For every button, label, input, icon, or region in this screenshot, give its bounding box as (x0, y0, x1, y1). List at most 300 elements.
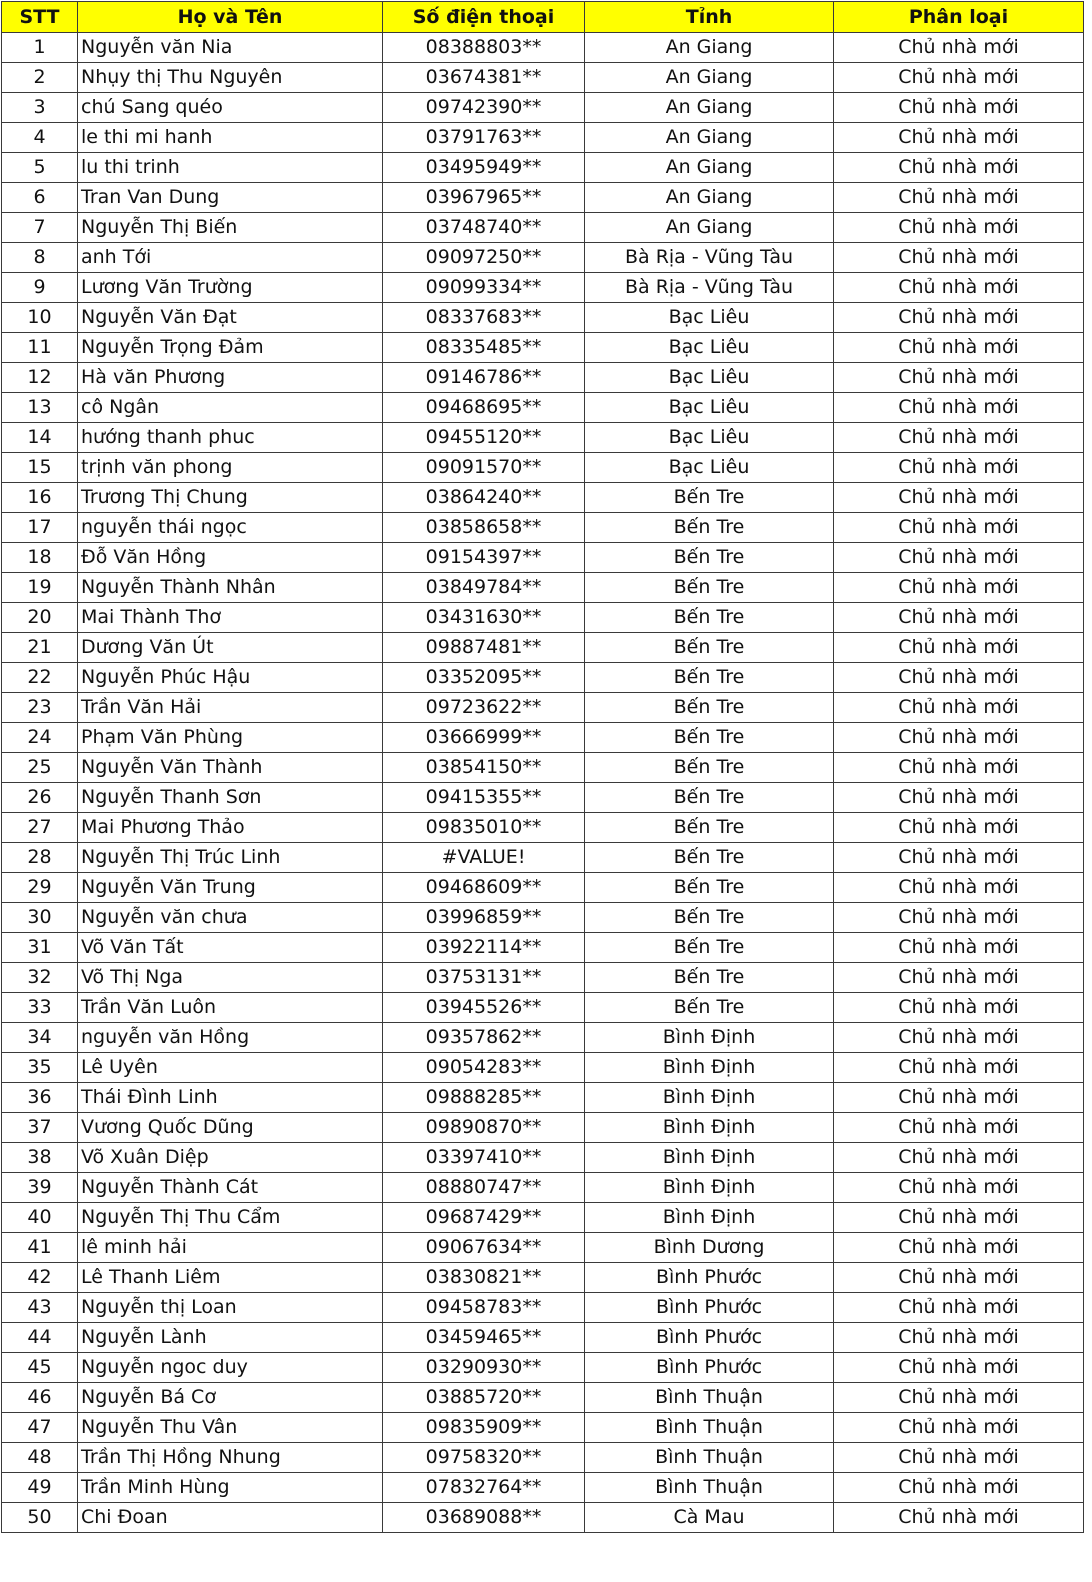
header-row (2, 2, 1084, 33)
cell-province[interactable]: Bà Rịa - Vũng Tàu (585, 243, 834, 273)
cell-province[interactable]: Bình Dương (585, 1233, 834, 1263)
table-row (2, 33, 1084, 63)
cell-full-name[interactable]: Nguyễn Thành Nhân (78, 573, 383, 603)
cell-province[interactable]: Bến Tre (585, 843, 834, 873)
cell-phone[interactable]: 08880747** (383, 1173, 585, 1203)
cell-full-name[interactable]: Nguyễn văn chưa (78, 903, 383, 933)
cell-full-name[interactable]: Trần Văn Hải (78, 693, 383, 723)
cell-province[interactable]: Bến Tre (585, 873, 834, 903)
cell-full-name[interactable]: chú Sang quéo (78, 93, 383, 123)
cell-full-name[interactable]: Thái Đình Linh (78, 1083, 383, 1113)
cell-province[interactable]: Bình Định (585, 1083, 834, 1113)
table-row (2, 753, 1084, 783)
cell-stt[interactable]: 6 (2, 183, 78, 213)
cell-phone[interactable]: 03996859** (383, 903, 585, 933)
cell-category[interactable]: Chủ nhà mới (834, 63, 1084, 93)
cell-phone[interactable]: 09758320** (383, 1443, 585, 1473)
cell-stt[interactable]: 40 (2, 1203, 78, 1233)
cell-stt[interactable]: 49 (2, 1473, 78, 1503)
cell-stt[interactable]: 27 (2, 813, 78, 843)
cell-category[interactable]: Chủ nhà mới (834, 1023, 1084, 1053)
cell-province[interactable]: An Giang (585, 153, 834, 183)
cell-full-name[interactable]: Nguyễn văn Nia (78, 33, 383, 63)
cell-province[interactable]: Bến Tre (585, 573, 834, 603)
cell-category[interactable]: Chủ nhà mới (834, 1323, 1084, 1353)
cell-full-name[interactable]: le thi mi hanh (78, 123, 383, 153)
cell-category[interactable]: Chủ nhà mới (834, 903, 1084, 933)
table-row (2, 63, 1084, 93)
cell-full-name[interactable]: lu thi trinh (78, 153, 383, 183)
cell-phone[interactable]: 07832764** (383, 1473, 585, 1503)
table-row (2, 843, 1084, 873)
cell-category[interactable]: Chủ nhà mới (834, 573, 1084, 603)
cell-province[interactable]: Bến Tre (585, 753, 834, 783)
cell-province[interactable]: Bến Tre (585, 543, 834, 573)
cell-stt[interactable]: 11 (2, 333, 78, 363)
header-province[interactable]: Tỉnh (585, 2, 834, 33)
cell-province[interactable]: Bến Tre (585, 723, 834, 753)
cell-full-name[interactable]: Hà văn Phương (78, 363, 383, 393)
cell-full-name[interactable]: Nguyễn Trọng Đảm (78, 333, 383, 363)
cell-province[interactable]: Bạc Liêu (585, 363, 834, 393)
cell-phone[interactable]: 03459465** (383, 1323, 585, 1353)
cell-full-name[interactable]: Nguyễn Lành (78, 1323, 383, 1353)
cell-phone[interactable]: 09468695** (383, 393, 585, 423)
cell-province[interactable]: An Giang (585, 213, 834, 243)
cell-category[interactable]: Chủ nhà mới (834, 513, 1084, 543)
cell-phone[interactable]: 09742390** (383, 93, 585, 123)
cell-stt[interactable]: 23 (2, 693, 78, 723)
cell-category[interactable]: Chủ nhà mới (834, 633, 1084, 663)
cell-category[interactable]: Chủ nhà mới (834, 1113, 1084, 1143)
cell-province[interactable]: Bình Thuận (585, 1473, 834, 1503)
cell-stt[interactable]: 26 (2, 783, 78, 813)
cell-stt[interactable]: 8 (2, 243, 78, 273)
cell-full-name[interactable]: Dương Văn Út (78, 633, 383, 663)
cell-full-name[interactable]: Phạm Văn Phùng (78, 723, 383, 753)
cell-full-name[interactable]: Nguyễn Thị Thu Cẩm (78, 1203, 383, 1233)
customer-table (1, 1, 1084, 1533)
cell-full-name[interactable]: lê minh hải (78, 1233, 383, 1263)
cell-full-name[interactable]: Nguyễn Thị Trúc Linh (78, 843, 383, 873)
cell-province[interactable]: Bạc Liêu (585, 333, 834, 363)
cell-category[interactable]: Chủ nhà mới (834, 393, 1084, 423)
cell-stt[interactable]: 2 (2, 63, 78, 93)
cell-phone[interactable]: 08337683** (383, 303, 585, 333)
cell-phone[interactable]: 03689088** (383, 1503, 585, 1533)
cell-province[interactable]: Bến Tre (585, 693, 834, 723)
cell-category[interactable]: Chủ nhà mới (834, 333, 1084, 363)
cell-category[interactable]: Chủ nhà mới (834, 1293, 1084, 1323)
cell-province[interactable]: Bình Định (585, 1143, 834, 1173)
cell-phone[interactable]: 03922114** (383, 933, 585, 963)
table-row (2, 693, 1084, 723)
cell-phone[interactable]: 03791763** (383, 123, 585, 153)
cell-category[interactable]: Chủ nhà mới (834, 453, 1084, 483)
table-row (2, 453, 1084, 483)
cell-stt[interactable]: 34 (2, 1023, 78, 1053)
table-row (2, 1323, 1084, 1353)
cell-phone[interactable]: 09835909** (383, 1413, 585, 1443)
cell-category[interactable]: Chủ nhà mới (834, 123, 1084, 153)
table-row (2, 1233, 1084, 1263)
cell-category[interactable]: Chủ nhà mới (834, 213, 1084, 243)
cell-phone[interactable]: 03290930** (383, 1353, 585, 1383)
cell-full-name[interactable]: Lương Văn Trường (78, 273, 383, 303)
cell-category[interactable]: Chủ nhà mới (834, 1263, 1084, 1293)
cell-province[interactable]: An Giang (585, 93, 834, 123)
cell-province[interactable]: Bến Tre (585, 993, 834, 1023)
cell-phone[interactable]: 09091570** (383, 453, 585, 483)
cell-province[interactable]: Bình Định (585, 1203, 834, 1233)
cell-category[interactable]: Chủ nhà mới (834, 1203, 1084, 1233)
cell-category[interactable]: Chủ nhà mới (834, 663, 1084, 693)
cell-stt[interactable]: 4 (2, 123, 78, 153)
cell-category[interactable]: Chủ nhà mới (834, 723, 1084, 753)
cell-province[interactable]: Bạc Liêu (585, 393, 834, 423)
cell-province[interactable]: Bình Định (585, 1113, 834, 1143)
cell-phone[interactable]: 09890870** (383, 1113, 585, 1143)
cell-stt[interactable]: 45 (2, 1353, 78, 1383)
table-row (2, 723, 1084, 753)
table-row (2, 933, 1084, 963)
cell-full-name[interactable]: nguyễn văn Hồng (78, 1023, 383, 1053)
cell-province[interactable]: Bến Tre (585, 513, 834, 543)
table-row (2, 213, 1084, 243)
cell-province[interactable]: Bạc Liêu (585, 423, 834, 453)
cell-stt[interactable]: 46 (2, 1383, 78, 1413)
table-row (2, 1173, 1084, 1203)
table-row (2, 1413, 1084, 1443)
cell-stt[interactable]: 41 (2, 1233, 78, 1263)
table-row (2, 1263, 1084, 1293)
table-row (2, 543, 1084, 573)
table-row (2, 813, 1084, 843)
cell-stt[interactable]: 48 (2, 1443, 78, 1473)
cell-phone[interactable]: 03495949** (383, 153, 585, 183)
cell-phone[interactable]: 03753131** (383, 963, 585, 993)
cell-phone[interactable]: 09723622** (383, 693, 585, 723)
cell-stt[interactable]: 24 (2, 723, 78, 753)
cell-full-name[interactable]: Mai Phương Thảo (78, 813, 383, 843)
table-row (2, 303, 1084, 333)
cell-full-name[interactable]: Mai Thành Thơ (78, 603, 383, 633)
cell-phone[interactable]: 09835010** (383, 813, 585, 843)
cell-province[interactable]: An Giang (585, 63, 834, 93)
cell-phone[interactable]: 09154397** (383, 543, 585, 573)
cell-phone[interactable]: 03352095** (383, 663, 585, 693)
table-row (2, 1083, 1084, 1113)
cell-phone[interactable]: 09468609** (383, 873, 585, 903)
cell-category[interactable]: Chủ nhà mới (834, 273, 1084, 303)
table-row (2, 963, 1084, 993)
cell-phone[interactable]: 09054283** (383, 1053, 585, 1083)
cell-province[interactable]: Bạc Liêu (585, 453, 834, 483)
cell-stt[interactable]: 30 (2, 903, 78, 933)
cell-full-name[interactable]: Nguyễn Bá Cơ (78, 1383, 383, 1413)
cell-phone[interactable]: 03830821** (383, 1263, 585, 1293)
table-row (2, 513, 1084, 543)
cell-phone[interactable]: 09415355** (383, 783, 585, 813)
cell-stt[interactable]: 35 (2, 1053, 78, 1083)
cell-phone[interactable]: #VALUE! (383, 843, 585, 873)
cell-stt[interactable]: 14 (2, 423, 78, 453)
cell-category[interactable]: Chủ nhà mới (834, 363, 1084, 393)
cell-stt[interactable]: 18 (2, 543, 78, 573)
cell-category[interactable]: Chủ nhà mới (834, 1083, 1084, 1113)
cell-full-name[interactable]: Nhụy thị Thu Nguyên (78, 63, 383, 93)
cell-full-name[interactable]: Nguyễn Thu Vân (78, 1413, 383, 1443)
cell-stt[interactable]: 43 (2, 1293, 78, 1323)
cell-full-name[interactable]: Trương Thị Chung (78, 483, 383, 513)
cell-stt[interactable]: 9 (2, 273, 78, 303)
cell-full-name[interactable]: trịnh văn phong (78, 453, 383, 483)
cell-category[interactable]: Chủ nhà mới (834, 153, 1084, 183)
cell-full-name[interactable]: Đỗ Văn Hồng (78, 543, 383, 573)
cell-phone[interactable]: 08335485** (383, 333, 585, 363)
cell-stt[interactable]: 44 (2, 1323, 78, 1353)
cell-full-name[interactable]: Nguyễn Thành Cát (78, 1173, 383, 1203)
cell-full-name[interactable]: cô Ngân (78, 393, 383, 423)
cell-phone[interactable]: 03666999** (383, 723, 585, 753)
cell-province[interactable]: An Giang (585, 183, 834, 213)
cell-full-name[interactable]: Võ Thị Nga (78, 963, 383, 993)
cell-category[interactable]: Chủ nhà mới (834, 1473, 1084, 1503)
cell-phone[interactable]: 09067634** (383, 1233, 585, 1263)
cell-category[interactable]: Chủ nhà mới (834, 1443, 1084, 1473)
cell-stt[interactable]: 36 (2, 1083, 78, 1113)
cell-category[interactable]: Chủ nhà mới (834, 693, 1084, 723)
cell-stt[interactable]: 20 (2, 603, 78, 633)
cell-province[interactable]: Bến Tre (585, 783, 834, 813)
cell-phone[interactable]: 03748740** (383, 213, 585, 243)
table-row (2, 1503, 1084, 1533)
cell-full-name[interactable]: Võ Xuân Diệp (78, 1143, 383, 1173)
cell-phone[interactable]: 03854150** (383, 753, 585, 783)
cell-phone[interactable]: 09887481** (383, 633, 585, 663)
cell-stt[interactable]: 13 (2, 393, 78, 423)
cell-category[interactable]: Chủ nhà mới (834, 1143, 1084, 1173)
table-row (2, 783, 1084, 813)
cell-category[interactable]: Chủ nhà mới (834, 93, 1084, 123)
cell-stt[interactable]: 19 (2, 573, 78, 603)
cell-full-name[interactable]: Võ Văn Tất (78, 933, 383, 963)
table-row (2, 153, 1084, 183)
cell-stt[interactable]: 29 (2, 873, 78, 903)
cell-province[interactable]: Bình Phước (585, 1353, 834, 1383)
cell-category[interactable]: Chủ nhà mới (834, 1413, 1084, 1443)
table-row (2, 603, 1084, 633)
table-row (2, 633, 1084, 663)
table-row (2, 1023, 1084, 1053)
cell-stt[interactable]: 47 (2, 1413, 78, 1443)
cell-phone[interactable]: 03674381** (383, 63, 585, 93)
cell-full-name[interactable]: Trần Thị Hồng Nhung (78, 1443, 383, 1473)
cell-province[interactable]: An Giang (585, 33, 834, 63)
cell-phone[interactable]: 03858658** (383, 513, 585, 543)
cell-category[interactable]: Chủ nhà mới (834, 873, 1084, 903)
cell-full-name[interactable]: Trần Minh Hùng (78, 1473, 383, 1503)
cell-category[interactable]: Chủ nhà mới (834, 603, 1084, 633)
cell-province[interactable]: Bình Phước (585, 1263, 834, 1293)
cell-province[interactable]: Bến Tre (585, 963, 834, 993)
cell-province[interactable]: Bến Tre (585, 933, 834, 963)
cell-category[interactable]: Chủ nhà mới (834, 933, 1084, 963)
cell-phone[interactable]: 09099334** (383, 273, 585, 303)
table-body (2, 33, 1084, 1533)
table-row (2, 1383, 1084, 1413)
cell-category[interactable]: Chủ nhà mới (834, 483, 1084, 513)
cell-category[interactable]: Chủ nhà mới (834, 963, 1084, 993)
cell-stt[interactable]: 39 (2, 1173, 78, 1203)
cell-full-name[interactable]: Lê Uyên (78, 1053, 383, 1083)
cell-stt[interactable]: 31 (2, 933, 78, 963)
cell-stt[interactable]: 38 (2, 1143, 78, 1173)
cell-province[interactable]: Bà Rịa - Vũng Tàu (585, 273, 834, 303)
cell-province[interactable]: Bến Tre (585, 663, 834, 693)
cell-phone[interactable]: 03431630** (383, 603, 585, 633)
cell-province[interactable]: Bến Tre (585, 813, 834, 843)
header-stt[interactable]: STT (2, 2, 78, 33)
cell-stt[interactable]: 50 (2, 1503, 78, 1533)
cell-full-name[interactable]: nguyễn thái ngọc (78, 513, 383, 543)
cell-full-name[interactable]: Lê Thanh Liêm (78, 1263, 383, 1293)
cell-full-name[interactable]: Nguyễn ngoc duy (78, 1353, 383, 1383)
cell-province[interactable]: Bình Phước (585, 1323, 834, 1353)
table-row (2, 1113, 1084, 1143)
cell-full-name[interactable]: Nguyễn Thanh Sơn (78, 783, 383, 813)
cell-stt[interactable]: 42 (2, 1263, 78, 1293)
cell-province[interactable]: Bình Thuận (585, 1383, 834, 1413)
cell-category[interactable]: Chủ nhà mới (834, 1503, 1084, 1533)
cell-province[interactable]: Bến Tre (585, 903, 834, 933)
cell-phone[interactable]: 09146786** (383, 363, 585, 393)
cell-category[interactable]: Chủ nhà mới (834, 753, 1084, 783)
cell-province[interactable]: Cà Mau (585, 1503, 834, 1533)
cell-full-name[interactable]: anh Tới (78, 243, 383, 273)
cell-full-name[interactable]: Tran Van Dung (78, 183, 383, 213)
cell-category[interactable]: Chủ nhà mới (834, 1233, 1084, 1263)
cell-phone[interactable]: 09357862** (383, 1023, 585, 1053)
cell-province[interactable]: Bến Tre (585, 603, 834, 633)
cell-full-name[interactable]: Nguyễn Văn Đạt (78, 303, 383, 333)
cell-full-name[interactable]: Trần Văn Luôn (78, 993, 383, 1023)
cell-phone[interactable]: 03864240** (383, 483, 585, 513)
table-row (2, 93, 1084, 123)
cell-province[interactable]: Bến Tre (585, 483, 834, 513)
cell-stt[interactable]: 7 (2, 213, 78, 243)
cell-stt[interactable]: 16 (2, 483, 78, 513)
table-row (2, 1053, 1084, 1083)
table-row (2, 423, 1084, 453)
cell-phone[interactable]: 03945526** (383, 993, 585, 1023)
cell-category[interactable]: Chủ nhà mới (834, 1173, 1084, 1203)
cell-full-name[interactable]: Vương Quốc Dũng (78, 1113, 383, 1143)
cell-stt[interactable]: 21 (2, 633, 78, 663)
header-phone[interactable]: Số điện thoại (383, 2, 585, 33)
cell-stt[interactable]: 28 (2, 843, 78, 873)
cell-province[interactable]: Bình Thuận (585, 1413, 834, 1443)
table-row (2, 663, 1084, 693)
cell-full-name[interactable]: hướng thanh phuc (78, 423, 383, 453)
cell-category[interactable]: Chủ nhà mới (834, 1053, 1084, 1083)
header-category[interactable]: Phân loại (834, 2, 1084, 33)
cell-stt[interactable]: 10 (2, 303, 78, 333)
cell-full-name[interactable]: Nguyễn Văn Thành (78, 753, 383, 783)
cell-province[interactable]: Bình Thuận (585, 1443, 834, 1473)
table-row (2, 243, 1084, 273)
cell-full-name[interactable]: Chi Đoan (78, 1503, 383, 1533)
cell-stt[interactable]: 1 (2, 33, 78, 63)
cell-category[interactable]: Chủ nhà mới (834, 843, 1084, 873)
cell-category[interactable]: Chủ nhà mới (834, 423, 1084, 453)
cell-province[interactable]: Bình Định (585, 1173, 834, 1203)
cell-phone[interactable]: 03849784** (383, 573, 585, 603)
cell-category[interactable]: Chủ nhà mới (834, 783, 1084, 813)
cell-phone[interactable]: 08388803** (383, 33, 585, 63)
cell-stt[interactable]: 17 (2, 513, 78, 543)
cell-phone[interactable]: 09687429** (383, 1203, 585, 1233)
cell-full-name[interactable]: Nguyễn Thị Biến (78, 213, 383, 243)
cell-category[interactable]: Chủ nhà mới (834, 543, 1084, 573)
cell-province[interactable]: Bình Phước (585, 1293, 834, 1323)
cell-category[interactable]: Chủ nhà mới (834, 303, 1084, 333)
table-row (2, 363, 1084, 393)
cell-phone[interactable]: 09888285** (383, 1083, 585, 1113)
cell-stt[interactable]: 37 (2, 1113, 78, 1143)
cell-stt[interactable]: 25 (2, 753, 78, 783)
cell-province[interactable]: Bạc Liêu (585, 303, 834, 333)
cell-category[interactable]: Chủ nhà mới (834, 993, 1084, 1023)
cell-full-name[interactable]: Nguyễn thị Loan (78, 1293, 383, 1323)
table-row (2, 1353, 1084, 1383)
cell-full-name[interactable]: Nguyễn Phúc Hậu (78, 663, 383, 693)
header-full-name[interactable]: Họ và Tên (78, 2, 383, 33)
cell-stt[interactable]: 12 (2, 363, 78, 393)
cell-category[interactable]: Chủ nhà mới (834, 183, 1084, 213)
cell-stt[interactable]: 15 (2, 453, 78, 483)
cell-stt[interactable]: 33 (2, 993, 78, 1023)
cell-province[interactable]: Bình Định (585, 1053, 834, 1083)
cell-phone[interactable]: 09455120** (383, 423, 585, 453)
cell-stt[interactable]: 5 (2, 153, 78, 183)
table-row (2, 903, 1084, 933)
cell-stt[interactable]: 22 (2, 663, 78, 693)
cell-phone[interactable]: 03885720** (383, 1383, 585, 1413)
cell-category[interactable]: Chủ nhà mới (834, 33, 1084, 63)
cell-province[interactable]: Bình Định (585, 1023, 834, 1053)
cell-stt[interactable]: 3 (2, 93, 78, 123)
table-row (2, 273, 1084, 303)
cell-province[interactable]: An Giang (585, 123, 834, 153)
table-row (2, 1293, 1084, 1323)
table-row (2, 333, 1084, 363)
cell-category[interactable]: Chủ nhà mới (834, 1383, 1084, 1413)
cell-category[interactable]: Chủ nhà mới (834, 243, 1084, 273)
table-row (2, 393, 1084, 423)
cell-province[interactable]: Bến Tre (585, 633, 834, 663)
table-row (2, 123, 1084, 153)
cell-phone[interactable]: 03397410** (383, 1143, 585, 1173)
cell-phone[interactable]: 09458783** (383, 1293, 585, 1323)
table-row (2, 183, 1084, 213)
cell-phone[interactable]: 03967965** (383, 183, 585, 213)
cell-category[interactable]: Chủ nhà mới (834, 813, 1084, 843)
cell-stt[interactable]: 32 (2, 963, 78, 993)
cell-phone[interactable]: 09097250** (383, 243, 585, 273)
cell-full-name[interactable]: Nguyễn Văn Trung (78, 873, 383, 903)
cell-category[interactable]: Chủ nhà mới (834, 1353, 1084, 1383)
